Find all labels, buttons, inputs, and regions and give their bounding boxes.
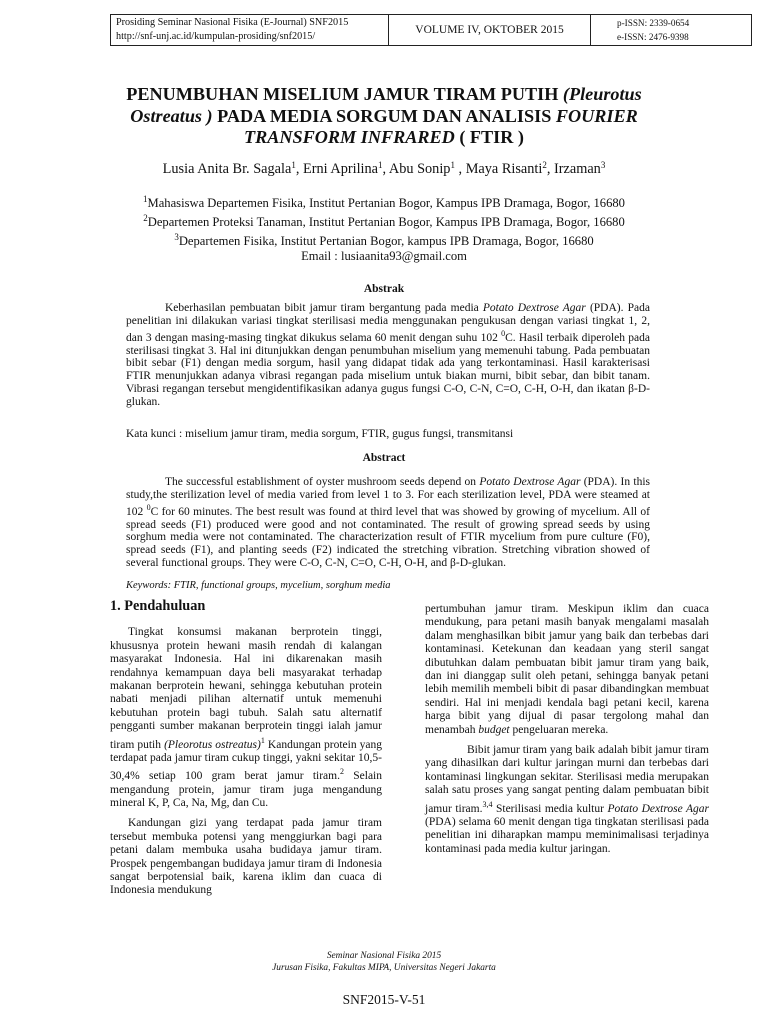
author-list (100, 160, 668, 178)
abstract-keywords: Keywords: FTIR, functional groups, mycelium, sorghum media (126, 580, 391, 591)
abstrak-heading: Abstrak (363, 283, 405, 295)
title-species-b: Ostreatus ) (130, 105, 213, 126)
title-fourier: FOURIER (555, 105, 638, 126)
abstrak-keywords: Kata kunci : miselium jamur tiram, media sorgum, FTIR, gugus fungsi, transmitansi (126, 428, 514, 440)
footer-seminar: Seminar Nasional Fisika 2015 (326, 951, 442, 961)
title-part2: PADA MEDIA SORGUM DAN ANALISIS (217, 105, 552, 126)
affiliation-item: $^3$Departemen Fisika, Institut Pertanian Bogor, kampus IPB Dramaga, Bogor, 16680 (174, 232, 594, 248)
author: Maya Risanti$^2$, (465, 160, 554, 177)
author: Erni Aprilina$^1$, (302, 160, 389, 177)
author: Irzaman$^3$ (554, 160, 606, 177)
e-issn: e-ISSN: 2476-9398 (617, 32, 689, 42)
paper-title (100, 84, 668, 149)
title-transform: TRANSFORM INFRARED (244, 127, 455, 147)
page-header (110, 14, 752, 46)
title-part1: PENUMBUHAN MISELIUM JAMUR TIRAM PUTIH (126, 84, 559, 104)
abstract-text: The successful establishment of oyster mushroom seeds depend on Potato Dextrose Agar (PDA). In this study,the sterilization level of media varied from level 1 to 3. For each sterilization level, PDA were steamed at 102 $^0$C for 60 minutes. The best result was found at third level that was showed by growing of mycelium. All of spread seeds (F1) produced were good and not contaminated. The result of growing spread seeds by using sorghum media were not contaminated. The characterization result of FTIR mycelium from pure culture (F0), spread seeds (F1), and planting seeds (F2) indicated the stretching vibration. Stretching vibration showed of several functional groups. They were C-O, C-N, C=O, C-H, O-H, and β-D-glukan. (126, 476, 650, 570)
header-issn-cell (591, 15, 751, 45)
paragraph: Bibit jamur tiram yang baik adalah bibit jamur tiram yang dihasilkan dari kultur jaringan murni dan terbebas dari kontaminasi lingkungan sekitar. Sterilisasi media merupakan salah satu proses yang sangat penting dalam pembuatan bibit jamur tiram.$^{3,4}$ Sterilisasi media kultur Potato Dextrose Agar (PDA) selama 60 menit dengan tiga tingkatan sterilisasi pada penelitian ini diharapkan mampu meminimalisasi terjadinya kontaminasi pada media kultur jaringan. (425, 744, 710, 855)
affiliation-item: $^2$Departemen Proteksi Tanaman, Institut Pertanian Bogor, Kampus IPB Dramaga, Bogor, 16680 (143, 213, 625, 229)
body-left-column (110, 600, 382, 905)
body-right-column (425, 603, 709, 863)
author: Abu Sonip$^1$ , (388, 160, 466, 177)
abstrak-text: Keberhasilan pembuatan bibit jamur tiram bergantung pada media Potato Dextrose Agar (PDA). Pada penelitian ini dilakukan variasi tingkat sterilisasi media menggunakan pengukusan dengan variasi tingkat 1, 2, dan 3 dengan masing-masing tingkat dikukus selama 60 menit dengan suhu 102 $^0$C. Hasil terbaik diperoleh pada sterilisasi tingkat 3. Hal ini ditunjukkan dengan penumbuhan miselium yang memenuhi tabung. Pada pembuatan bibit sebar (F1) dengan media sorgum, hasil yang didapat tidak ada yang terkontaminasi. Hasil karakterisasi FTIR menunjukkan adanya vibrasi regangan pada miselium untuk biakan murni, bibit sebar, dan bibit tanam. Vibrasi regangan tersebut mengidentifikasikan adanya gugus fungsi C-O, C-N, C=O, C-H, O-H, dan ikatan β-D-glukan. (126, 302, 650, 409)
author: Lusia Anita Br. Sagala$^1$, (162, 160, 303, 177)
paragraph: Tingkat konsumsi makanan berprotein tinggi, khususnya protein hewani masih rendah di kalangan masyarakat Indonesia. Hal ini dikarenakan masih rendahnya kemampuan daya beli masyarakat terhadap makanan berprotein hewani, sehingga kebutuhan protein nabati menjadi pilihan alternatif untuk memenuhi kebutuhan protein bagi tubuh. Salah satu alternatif pengganti sumber makanan berprotein tinggi ialah jamur tiram putih (Pleorotus ostreatus)$^1$ Kandungan protein yang terdapat pada jamur tiram cukup tinggi, yakni sekitar 10,5-30,4% setiap 100 gram berat jamur tiram.$^2$ Selain mengandung protein, jamur tiram juga mengandung mineral K, P, Ca, Na, Mg, dan Cu. (110, 626, 382, 809)
affiliations (100, 192, 668, 264)
proceedings-url[interactable]: http://snf-unj.ac.id/kumpulan-prosiding/snf2015/ (116, 31, 316, 42)
footer-department: Jurusan Fisika, Fakultas MIPA, Universitas Negeri Jakarta (272, 962, 496, 973)
abstract-heading: Abstract (362, 452, 406, 464)
paragraph: Kandungan gizi yang terdapat pada jamur tiram tersebut membuka potensi yang menggiurkan bagi para petani dalam membuka usaha budidaya jamur tiram. Prospek pengembangan budidaya jamur tiram di Indonesia sangat berpotensial baik, karena iklim dan cuaca di Indonesia mendukung (110, 817, 382, 897)
paragraph: pertumbuhan jamur tiram. Meskipun iklim dan cuaca mendukung, para petani masih banyak mengalami masalah dalam menghasilkan bibit jamur yang baik dan terbebas dari kontaminasi. Ketekunan dan keadaan yang steril sangat dibutuhkan dalam pembuatan bibit jamur tiram yang baik, dan ini dianggap sulit oleh petani, sehingga banyak petani lebih memilih membeli bibit di pasar dibandingkan membuat sendiri. Hal ini menjadi kendala bagi petani kecil, karena harga bibit yang dijual di pasar tergolong mahal dan menambah budget pengeluaran mereka. (425, 603, 709, 736)
header-proceedings-cell (111, 15, 389, 45)
title-species-a: (Pleurotus (562, 84, 642, 104)
volume-label: VOLUME IV, OKTOBER 2015 (389, 15, 591, 45)
section-heading: 1. Pendahuluan (110, 598, 206, 614)
title-ftir: ( FTIR ) (459, 127, 524, 147)
p-issn: p-ISSN: 2339-0654 (617, 18, 690, 28)
proceedings-name: Prosiding Seminar Nasional Fisika (E-Journal) SNF2015 (116, 17, 349, 28)
page-footer (100, 951, 668, 974)
affiliation-item: $^1$Mahasiswa Departemen Fisika, Institut Pertanian Bogor, Kampus IPB Dramaga, Bogor, 16680 (143, 194, 625, 210)
page-number: SNF2015-V-51 (342, 992, 426, 1007)
contact-email[interactable]: Email : lusiaanita93@gmail.com (301, 249, 467, 263)
